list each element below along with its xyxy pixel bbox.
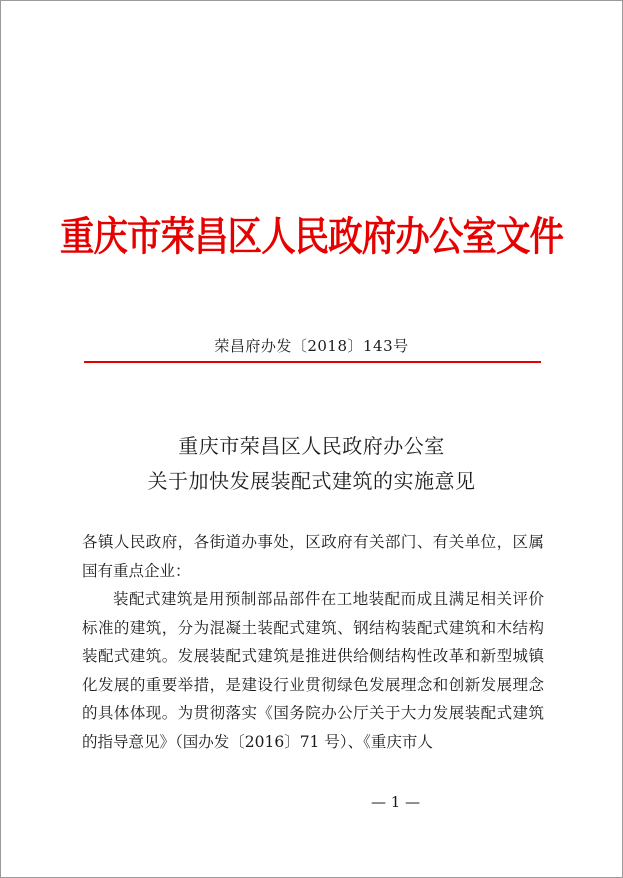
page-number: — 1 —	[371, 793, 421, 811]
document-number: 荣昌府办发〔2018〕143号	[214, 337, 409, 355]
body-paragraph-1: 装配式建筑是用预制部品部件在工地装配而成且满足相关评价标准的建筑，分为混凝土装配式建筑、钢结构装配式建筑和木结构装配式建筑。发展装配式建筑是推进供给侧结构性改革和新型城镇化发展的重要举措，是建设行业贯彻绿色发展理念和创新发展理念的具体体现。为贯彻落实《国务院办公厅关于大力发展装配式建筑的指导意见》（国办发〔2016〕71 号）、《重庆市人	[82, 590, 544, 751]
document-title-line-2: 关于加快发展装配式建筑的实施意见	[147, 469, 476, 493]
document-title-line-1: 重庆市荣昌区人民政府办公室	[178, 434, 445, 458]
salutation: 各镇人民政府，各街道办事处，区政府有关部门、有关单位，区属国有重点企业：	[82, 533, 544, 580]
red-divider-line	[84, 361, 541, 363]
document-title	[1, 429, 622, 499]
document-body	[82, 528, 544, 756]
issuer-header: 重庆市荣昌区人民政府办公室文件	[59, 214, 564, 260]
